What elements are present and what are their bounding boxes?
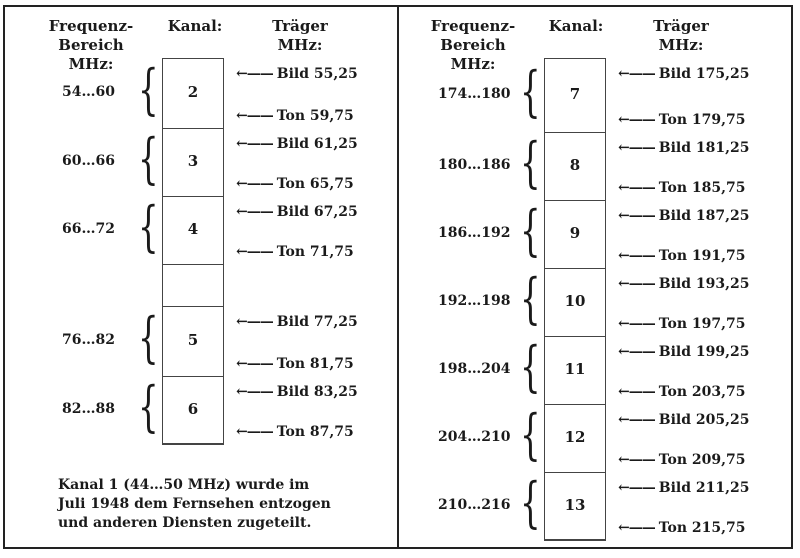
carrier-bild [236,314,358,330]
carrier-ton-label: Ton 197,75 [658,316,746,332]
carrier-bild-label: Bild 67,25 [276,204,358,220]
carrier-bild [618,140,749,156]
arrow-left-icon: ←—— [236,384,273,400]
brace-icon: { [520,267,541,330]
carrier-bild-label: Bild 211,25 [658,480,750,496]
carrier-ton [618,384,746,400]
carrier-bild-label: Bild 55,25 [276,66,358,82]
channel-number: 5 [187,331,199,349]
carrier-bild [618,344,749,360]
arrow-left-icon: ←—— [618,344,655,360]
arrow-left-icon: ←—— [618,140,655,156]
carrier-ton-label: Ton 59,75 [276,108,354,124]
channel-separator [162,306,224,307]
arrow-left-icon: ←—— [618,276,655,292]
carrier-ton [236,244,354,260]
arrow-left-icon: ←—— [618,412,655,428]
frequency-range: 60…66 [62,153,115,169]
channel-number: 11 [564,360,586,378]
carrier-bild-label: Bild 77,25 [276,314,358,330]
frequency-range: 186…192 [438,225,511,241]
brace-icon: { [520,131,541,194]
brace-icon: { [138,306,159,369]
brace-icon: { [138,58,159,121]
carrier-bild [236,66,358,82]
carrier-bild [618,208,749,224]
brace-icon: { [520,403,541,466]
carrier-ton-label: Ton 179,75 [658,112,746,128]
brace-icon: { [138,127,159,190]
carrier-bild-label: Bild 187,25 [658,208,750,224]
carrier-ton-label: Ton 209,75 [658,452,746,468]
carrier-ton-label: Ton 185,75 [658,180,746,196]
carrier-ton [618,316,746,332]
frequency-range: 174…180 [438,86,511,102]
channel-number: 13 [564,496,586,514]
carrier-ton [618,248,746,264]
channel-number: 8 [569,156,581,174]
channel-number: 3 [187,152,199,170]
channel-separator [544,404,606,405]
arrow-left-icon: ←—— [618,384,655,400]
channel-separator [162,444,224,445]
header-carrier-right: Träger MHz: [653,17,709,54]
carrier-ton [236,424,354,440]
channel-separator [544,472,606,473]
carrier-bild-label: Bild 175,25 [658,66,750,82]
arrow-left-icon: ←—— [618,316,655,332]
arrow-left-icon: ←—— [618,520,655,536]
frequency-range: 54…60 [62,84,115,100]
brace-icon: { [138,195,159,258]
carrier-ton-label: Ton 87,75 [276,424,354,440]
arrow-left-icon: ←—— [236,176,273,192]
arrow-left-icon: ←—— [236,314,273,330]
channel-separator [544,336,606,337]
carrier-ton-label: Ton 203,75 [658,384,746,400]
arrow-left-icon: ←—— [618,480,655,496]
header-carrier: Träger MHz: [272,17,328,54]
carrier-bild [618,276,749,292]
carrier-bild [236,384,358,400]
footnote: Kanal 1 (44…50 MHz) wurde im Juli 1948 dem Fernsehen entzogen und anderen Diensten zugeteilt. [58,477,331,531]
arrow-left-icon: ←—— [236,136,273,152]
arrow-left-icon: ←—— [618,112,655,128]
carrier-bild [618,66,749,82]
channel-number: 2 [187,83,199,101]
carrier-ton [618,520,746,536]
carrier-bild [618,480,749,496]
arrow-left-icon: ←—— [618,66,655,82]
channel-number: 10 [564,292,586,310]
channel-number: 9 [569,224,581,242]
brace-icon: { [520,199,541,262]
carrier-ton [236,108,354,124]
arrow-left-icon: ←—— [618,248,655,264]
frequency-range: 66…72 [62,221,115,237]
header-channel: Kanal: [167,17,223,35]
channel-separator [544,540,606,541]
carrier-bild-label: Bild 61,25 [276,136,358,152]
carrier-ton-label: Ton 215,75 [658,520,746,536]
arrow-left-icon: ←—— [236,244,273,260]
brace-icon: { [520,60,541,123]
arrow-left-icon: ←—— [236,204,273,220]
channel-separator [162,264,224,265]
channel-separator [162,196,224,197]
arrow-left-icon: ←—— [236,424,273,440]
carrier-bild [618,412,749,428]
column-divider [397,7,399,547]
carrier-ton [618,112,746,128]
arrow-left-icon: ←—— [236,356,273,372]
carrier-bild-label: Bild 193,25 [658,276,750,292]
carrier-bild-label: Bild 205,25 [658,412,750,428]
channel-column-left [162,58,224,444]
brace-icon: { [520,335,541,398]
frequency-range: 82…88 [62,401,115,417]
header-frequency-range: Frequenz- Bereich MHz: [48,17,134,73]
frequency-range: 180…186 [438,157,511,173]
channel-separator [544,132,606,133]
arrow-left-icon: ←—— [618,180,655,196]
carrier-ton [618,180,746,196]
carrier-ton-label: Ton 65,75 [276,176,354,192]
arrow-left-icon: ←—— [618,452,655,468]
channel-number: 4 [187,220,199,238]
arrow-left-icon: ←—— [236,108,273,124]
arrow-left-icon: ←—— [236,66,273,82]
header-channel-right: Kanal: [548,17,604,35]
channel-number: 12 [564,428,586,446]
frequency-range: 198…204 [438,361,511,377]
carrier-bild [236,204,358,220]
carrier-bild-label: Bild 199,25 [658,344,750,360]
carrier-bild-label: Bild 83,25 [276,384,358,400]
carrier-bild-label: Bild 181,25 [658,140,750,156]
channel-separator [162,376,224,377]
channel-number: 7 [569,85,581,103]
channel-number: 6 [187,400,199,418]
carrier-ton [236,356,354,372]
channel-separator [544,268,606,269]
carrier-ton-label: Ton 191,75 [658,248,746,264]
arrow-left-icon: ←—— [618,208,655,224]
brace-icon: { [138,375,159,438]
brace-icon: { [520,471,541,534]
frequency-range: 76…82 [62,332,115,348]
header-frequency-range-right: Frequenz- Bereich MHz: [430,17,516,73]
carrier-ton-label: Ton 71,75 [276,244,354,260]
frequency-range: 210…216 [438,497,511,513]
channel-separator [162,128,224,129]
carrier-ton [618,452,746,468]
carrier-ton [236,176,354,192]
frequency-range: 204…210 [438,429,511,445]
frequency-range: 192…198 [438,293,511,309]
channel-separator [544,200,606,201]
carrier-ton-label: Ton 81,75 [276,356,354,372]
carrier-bild [236,136,358,152]
